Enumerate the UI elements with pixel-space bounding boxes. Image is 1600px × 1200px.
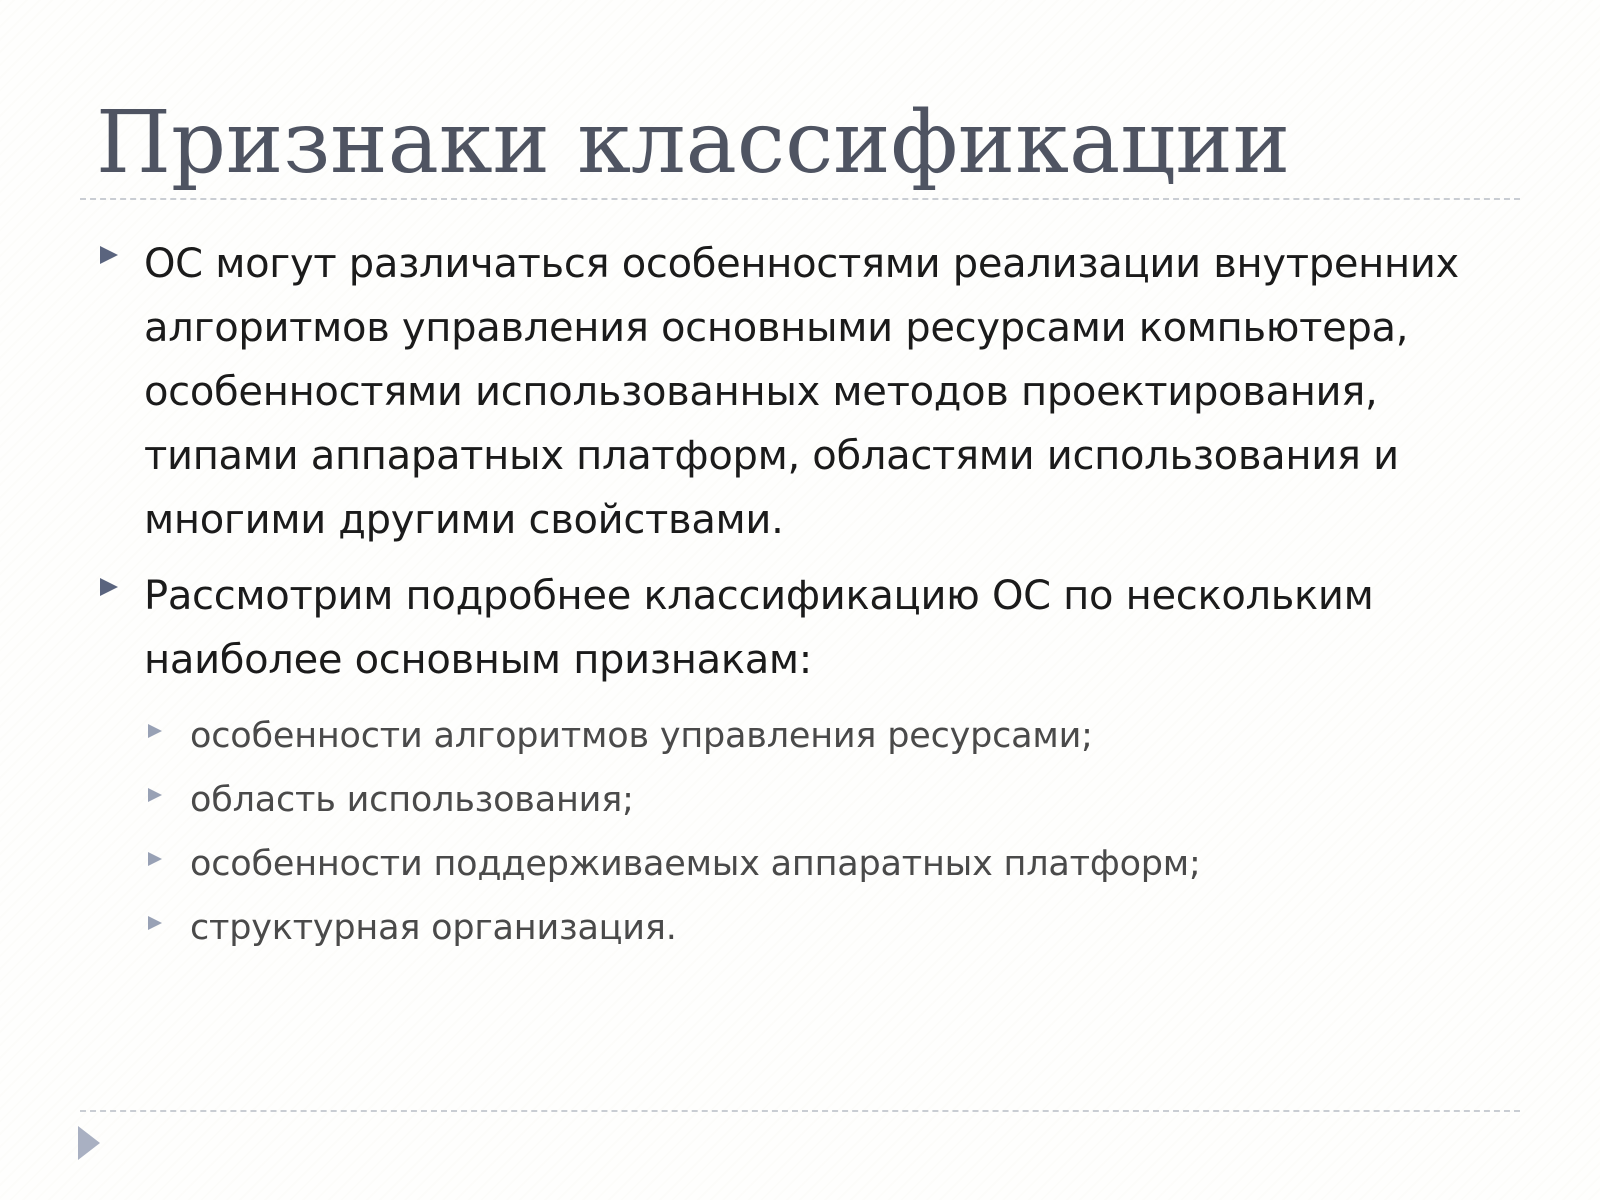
sub-bullet-arrow-icon — [148, 788, 162, 802]
sub-bullet-text: особенности поддерживаемых аппаратных платформ; — [190, 844, 1201, 884]
sub-bullet-item — [144, 704, 1526, 768]
sub-bullet-arrow-icon — [148, 724, 162, 738]
bullet-text: Рассмотрим подробнее классификацию ОС по нескольким наиболее основным признакам: — [144, 573, 1374, 683]
bullet-arrow-icon — [100, 246, 118, 264]
slide-title: Признаки классификации — [96, 93, 1291, 193]
sub-bullet-text: особенности алгоритмов управления ресурсами; — [190, 716, 1093, 756]
bullet-item — [96, 232, 1526, 552]
bullet-arrow-icon — [100, 578, 118, 596]
bullet-text: ОС могут различаться особенностями реализации внутренних алгоритмов управления основными ресурсами компьютера, особенностями использованных методов проектирования, типами аппаратных платформ, областями использования и многими другими свойствами. — [144, 241, 1459, 543]
footer-divider — [80, 1110, 1520, 1112]
sub-bullet-list — [96, 704, 1526, 960]
sub-bullet-arrow-icon — [148, 852, 162, 866]
sub-bullet-item — [144, 832, 1526, 896]
sub-bullet-text: структурная организация. — [190, 908, 677, 948]
sub-bullet-arrow-icon — [148, 916, 162, 930]
sub-bullet-item — [144, 896, 1526, 960]
sub-bullet-text: область использования; — [190, 780, 634, 820]
bullet-item — [96, 564, 1526, 692]
sub-bullet-item — [144, 768, 1526, 832]
slide-body — [96, 232, 1526, 960]
title-divider — [80, 198, 1520, 200]
next-slide-arrow-icon[interactable] — [78, 1126, 100, 1160]
